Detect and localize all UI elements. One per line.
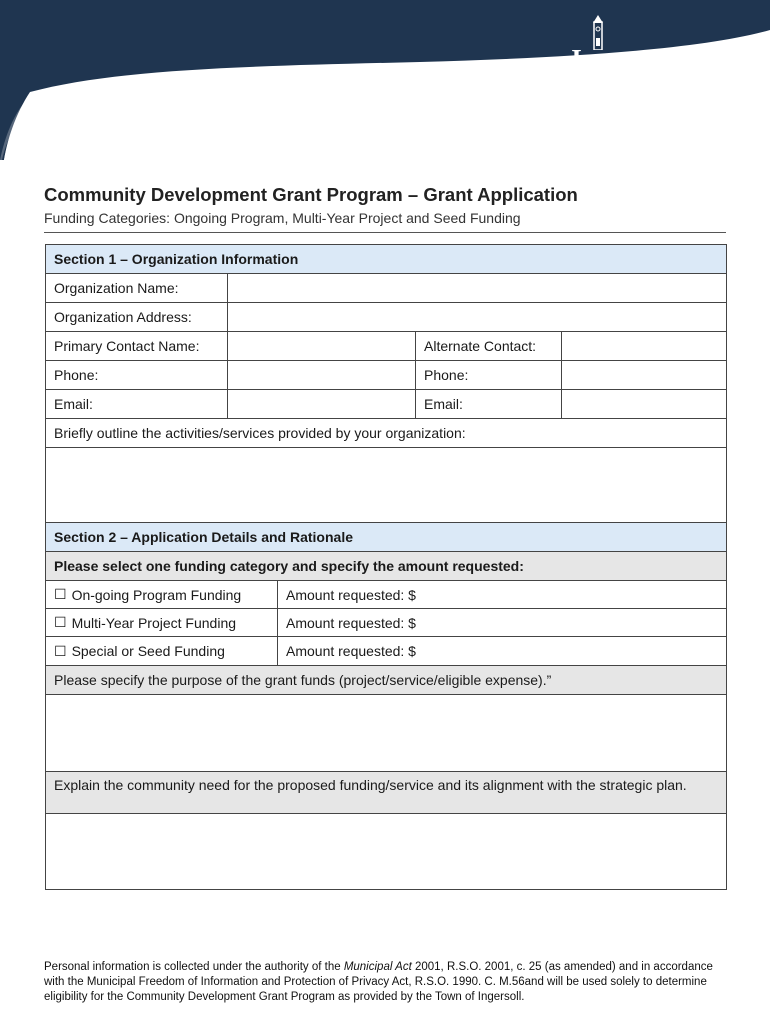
need-prompt: Explain the community need for the proposed funding/service and its alignment with the strategic plan. xyxy=(54,777,687,793)
checkbox-icon[interactable]: ☐ xyxy=(54,614,67,630)
privacy-notice xyxy=(44,960,724,1005)
org-name-row xyxy=(46,274,726,303)
org-name-label: Organization Name: xyxy=(54,280,179,296)
category-row xyxy=(46,637,726,666)
need-prompt-row xyxy=(46,772,726,814)
section-1-header xyxy=(46,245,726,274)
primary-contact-field[interactable] xyxy=(227,332,415,360)
select-category-prompt: Please select one funding category and specify the amount requested: xyxy=(54,558,524,574)
alternate-phone-field[interactable] xyxy=(561,361,726,389)
primary-contact-label: Primary Contact Name: xyxy=(54,338,200,354)
application-form xyxy=(45,244,727,890)
purpose-answer-field[interactable] xyxy=(46,695,726,771)
email-label: Email: xyxy=(54,396,93,412)
amount-requested-field[interactable]: Amount requested: $ xyxy=(277,609,726,636)
activities-answer-field[interactable] xyxy=(46,448,726,522)
category-label: Special or Seed Funding xyxy=(71,643,225,659)
org-name-field[interactable] xyxy=(227,274,726,302)
amount-requested-field[interactable]: Amount requested: $ xyxy=(277,637,726,665)
page-subtitle: Funding Categories: Ongoing Program, Multi-Year Project and Seed Funding xyxy=(44,210,521,226)
alternate-contact-label: Alternate Contact: xyxy=(415,332,561,360)
category-seed[interactable] xyxy=(46,637,277,665)
privacy-notice-text: Personal information is collected under the authority of the xyxy=(44,961,344,973)
purpose-prompt: Please specify the purpose of the grant funds (project/service/eligible expense).” xyxy=(54,672,552,688)
alternate-email-label: Email: xyxy=(415,390,561,418)
phone-field[interactable] xyxy=(227,361,415,389)
purpose-answer-row xyxy=(46,695,726,772)
title-divider xyxy=(44,232,726,233)
alternate-email-field[interactable] xyxy=(561,390,726,418)
activities-prompt-row xyxy=(46,419,726,448)
logo-tagline: our heritage, your future xyxy=(596,72,677,81)
select-category-row xyxy=(46,552,726,581)
activities-answer-row xyxy=(46,448,726,523)
activities-prompt: Briefly outline the activities/services provided by your organization: xyxy=(54,425,466,441)
page-title: Community Development Grant Program – Grant Application xyxy=(44,184,578,205)
ingersoll-logo xyxy=(560,14,680,84)
checkbox-icon[interactable]: ☐ xyxy=(54,642,67,659)
need-answer-row xyxy=(46,814,726,890)
category-multi-year[interactable] xyxy=(46,609,277,636)
municipal-act-name: Municipal Act xyxy=(343,961,412,973)
privacy-notice-text-rest: 2001, R.S.O. 2001, c. 25 (as amended) and in accordance with the Municipal Freedom of Information and Protection of Privacy Act, R.S.O. 1990. C. M.56and will be used solely to determine eligibility for the Community Development Grant Program as provided by the Town of Ingersoll. xyxy=(44,961,713,1003)
alternate-contact-field[interactable] xyxy=(561,332,726,360)
alternate-phone-label: Phone: xyxy=(415,361,561,389)
logo-wordmark: Ingersoll xyxy=(571,44,669,74)
org-address-label: Organization Address: xyxy=(54,309,192,325)
email-row xyxy=(46,390,726,419)
section-2-header xyxy=(46,523,726,552)
category-ongoing[interactable] xyxy=(46,581,277,608)
email-field[interactable] xyxy=(227,390,415,418)
category-label: Multi-Year Project Funding xyxy=(71,614,237,631)
org-address-row xyxy=(46,303,726,332)
checkbox-icon[interactable]: ☐ xyxy=(54,586,67,602)
need-answer-field[interactable] xyxy=(46,814,726,889)
org-address-field[interactable] xyxy=(227,303,726,331)
contact-row xyxy=(46,332,726,361)
section-1-title: Section 1 – Organization Information xyxy=(54,251,299,267)
amount-requested-field[interactable]: Amount requested: $ xyxy=(277,581,726,608)
category-label: On-going Program Funding xyxy=(71,586,242,603)
section-2-title: Section 2 – Application Details and Rationale xyxy=(54,529,353,545)
phone-row xyxy=(46,361,726,390)
category-row xyxy=(46,609,726,637)
category-row xyxy=(46,581,726,609)
phone-label: Phone: xyxy=(54,367,99,383)
purpose-prompt-row xyxy=(46,666,726,695)
